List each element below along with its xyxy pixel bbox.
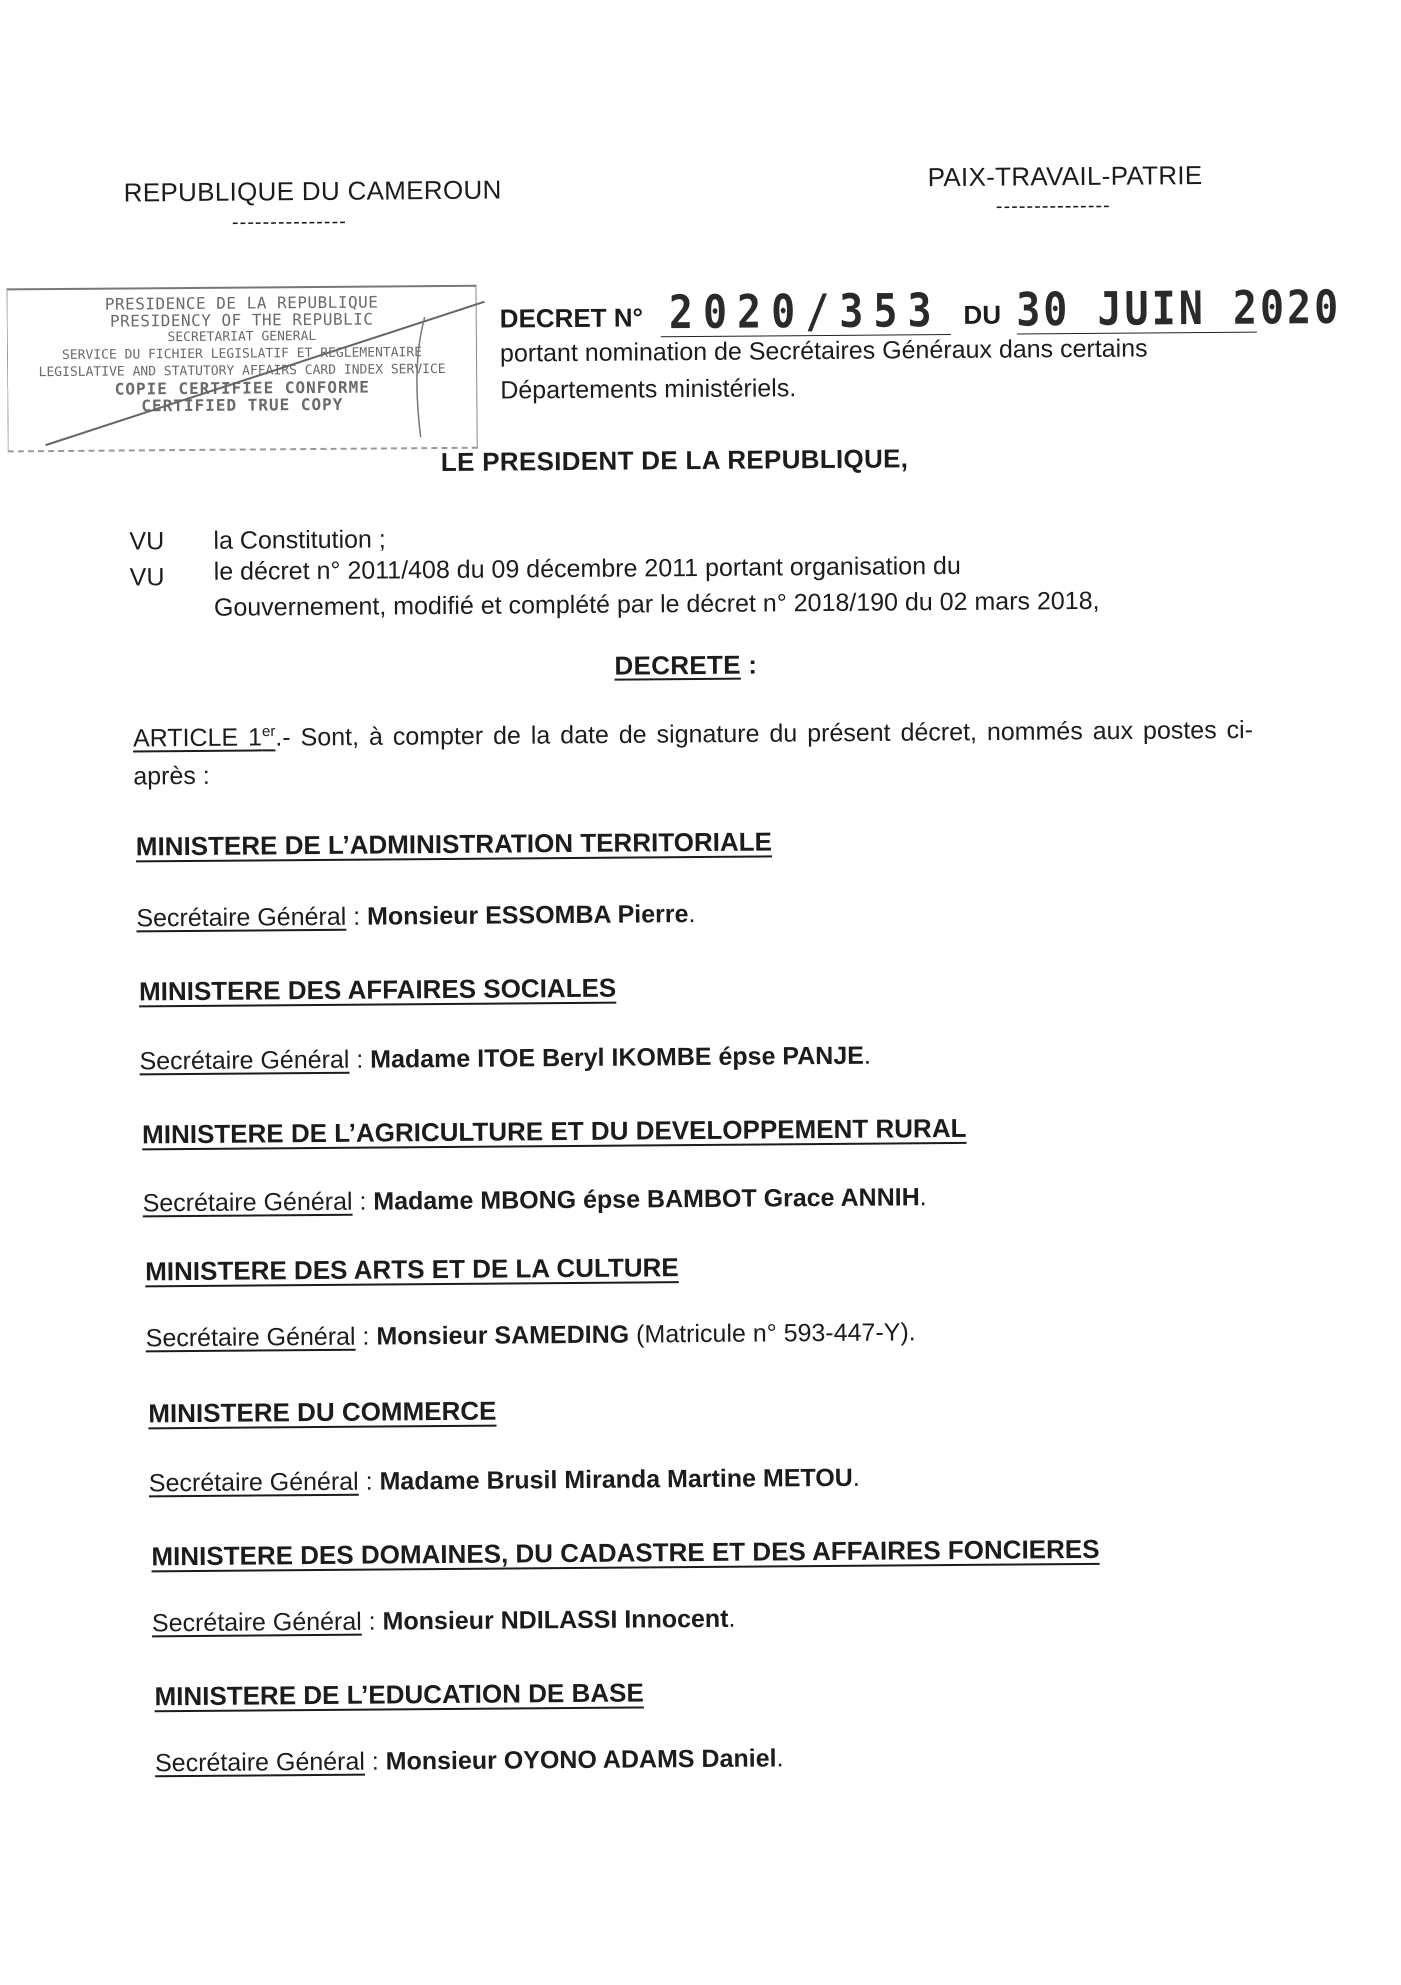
sg-suffix: . (852, 1463, 860, 1492)
vu-label: VU (129, 563, 165, 592)
sg-colon: : (364, 1747, 386, 1776)
ministry-heading: MINISTERE DE L’ADMINISTRATION TERRITORIALE (135, 826, 773, 862)
sg-label: Secrétaire Général (139, 1045, 350, 1076)
header-left-dashes: --------------- (231, 210, 347, 234)
sg-suffix: . (919, 1183, 927, 1212)
stamp-line: PRESIDENCE DE LA REPUBLIQUE (104, 292, 379, 314)
secretary-general-entry (139, 1042, 871, 1077)
ministry-heading: MINISTERE DES DOMAINES, DU CADASTRE ET DES AFFAIRES FONCIERES (151, 1533, 1100, 1572)
sg-colon: : (346, 902, 368, 931)
article-text: Sont, à compter de la date de signature du présent décret, nommés aux postes ci-après : (133, 715, 1254, 791)
sg-label: Secrétaire Général (136, 902, 347, 933)
stamp-line: COPIE CERTIFIEE CONFORME (114, 377, 370, 399)
decree-date-field (1016, 281, 1342, 337)
president-heading: LE PRESIDENT DE LA REPUBLIQUE, (440, 443, 909, 478)
header-right-dashes: --------------- (995, 194, 1111, 218)
vu-text: la Constitution ; (213, 525, 386, 555)
decree-subject-line-2: Départements ministériels. (500, 374, 797, 405)
stamp-line: SECRETARIAT GENERAL (167, 328, 317, 346)
stamp-line: PRESIDENCY OF THE REPUBLIC (109, 309, 374, 331)
decree-date: 30 JUIN 2020 (1016, 281, 1342, 337)
secretary-general-entry (136, 900, 695, 933)
sg-suffix: . (863, 1041, 871, 1070)
sg-colon: : (352, 1187, 374, 1216)
certified-copy-stamp (6, 285, 477, 453)
secretary-general-entry (149, 1464, 860, 1499)
sg-name: Monsieur NDILASSI Innocent (382, 1604, 729, 1636)
header-motto: PAIX-TRAVAIL-PATRIE (927, 160, 1203, 193)
decrete-colon: : (748, 649, 758, 680)
vu-text: le décret n° 2011/408 du 09 décembre 2011 portant organisation du (213, 551, 961, 586)
stamp-line: SERVICE DU FICHIER LEGISLATIF ET REGLEMENTAIRE (61, 345, 423, 363)
decrete-heading (614, 650, 757, 682)
sg-label: Secrétaire Général (142, 1187, 353, 1218)
du-label: DU (963, 299, 1002, 330)
stamp-line: CERTIFIED TRUE COPY (141, 394, 344, 416)
secretary-general-entry (143, 1183, 927, 1218)
ministry-heading: MINISTERE DES ARTS ET DE LA CULTURE (145, 1252, 679, 1287)
sg-name: Monsieur ESSOMBA Pierre (366, 900, 689, 931)
sg-name: Madame MBONG épse BAMBOT Grace ANNIH (373, 1183, 920, 1216)
sg-label: Secrétaire Général (148, 1467, 359, 1498)
decree-number: 2020/353 (668, 284, 942, 340)
sg-label: Secrétaire Général (145, 1322, 356, 1353)
sg-colon: : (361, 1607, 383, 1636)
ministry-heading: MINISTERE DE L’EDUCATION DE BASE (154, 1677, 644, 1712)
sg-colon: : (349, 1045, 371, 1074)
sg-label: Secrétaire Général (151, 1607, 362, 1638)
sg-colon: : (358, 1467, 380, 1496)
sg-suffix: . (776, 1744, 784, 1773)
decrete-word: DECRETE (614, 649, 741, 681)
ministry-heading: MINISTERE DE L’AGRICULTURE ET DU DEVELOPPEMENT RURAL (141, 1112, 967, 1150)
sg-label: Secrétaire Général (154, 1747, 365, 1778)
header-republic: REPUBLIQUE DU CAMEROUN (123, 174, 502, 208)
article-label: ARTICLE 1er (132, 723, 276, 753)
sg-name: Madame ITOE Beryl IKOMBE épse PANJE (370, 1041, 864, 1074)
stamp-line: LEGISLATIVE AND STATUTORY AFFAIRS CARD INDEX SERVICE (38, 361, 446, 381)
secretary-general-entry (152, 1605, 736, 1639)
article-1 (133, 706, 1254, 796)
ministry-heading: MINISTERE DU COMMERCE (148, 1395, 497, 1429)
sg-colon: : (355, 1322, 377, 1351)
sg-suffix: . (728, 1604, 736, 1633)
vu-label: VU (129, 527, 165, 556)
sg-name: Monsieur OYONO ADAMS Daniel (385, 1744, 777, 1776)
vu-text-continued: Gouvernement, modifié et complété par le décret n° 2018/190 du 02 mars 2018, (213, 586, 1100, 622)
sg-name: Monsieur SAMEDING (376, 1320, 630, 1351)
decree-subject-line-1: portant nomination de Secrétaires Généraux dans certains (499, 334, 1148, 368)
decree-number-field (660, 284, 950, 340)
ministry-heading: MINISTERE DES AFFAIRES SOCIALES (138, 972, 617, 1007)
sg-suffix: . (688, 900, 696, 929)
decree-label: DECRET N° (499, 302, 644, 334)
sg-name: Madame Brusil Miranda Martine METOU (379, 1463, 853, 1496)
article-label-suffix: .- (275, 723, 291, 752)
secretary-general-entry (155, 1744, 784, 1778)
sg-suffix: (Matricule n° 593-447-Y). (629, 1318, 916, 1349)
secretary-general-entry (146, 1318, 916, 1353)
